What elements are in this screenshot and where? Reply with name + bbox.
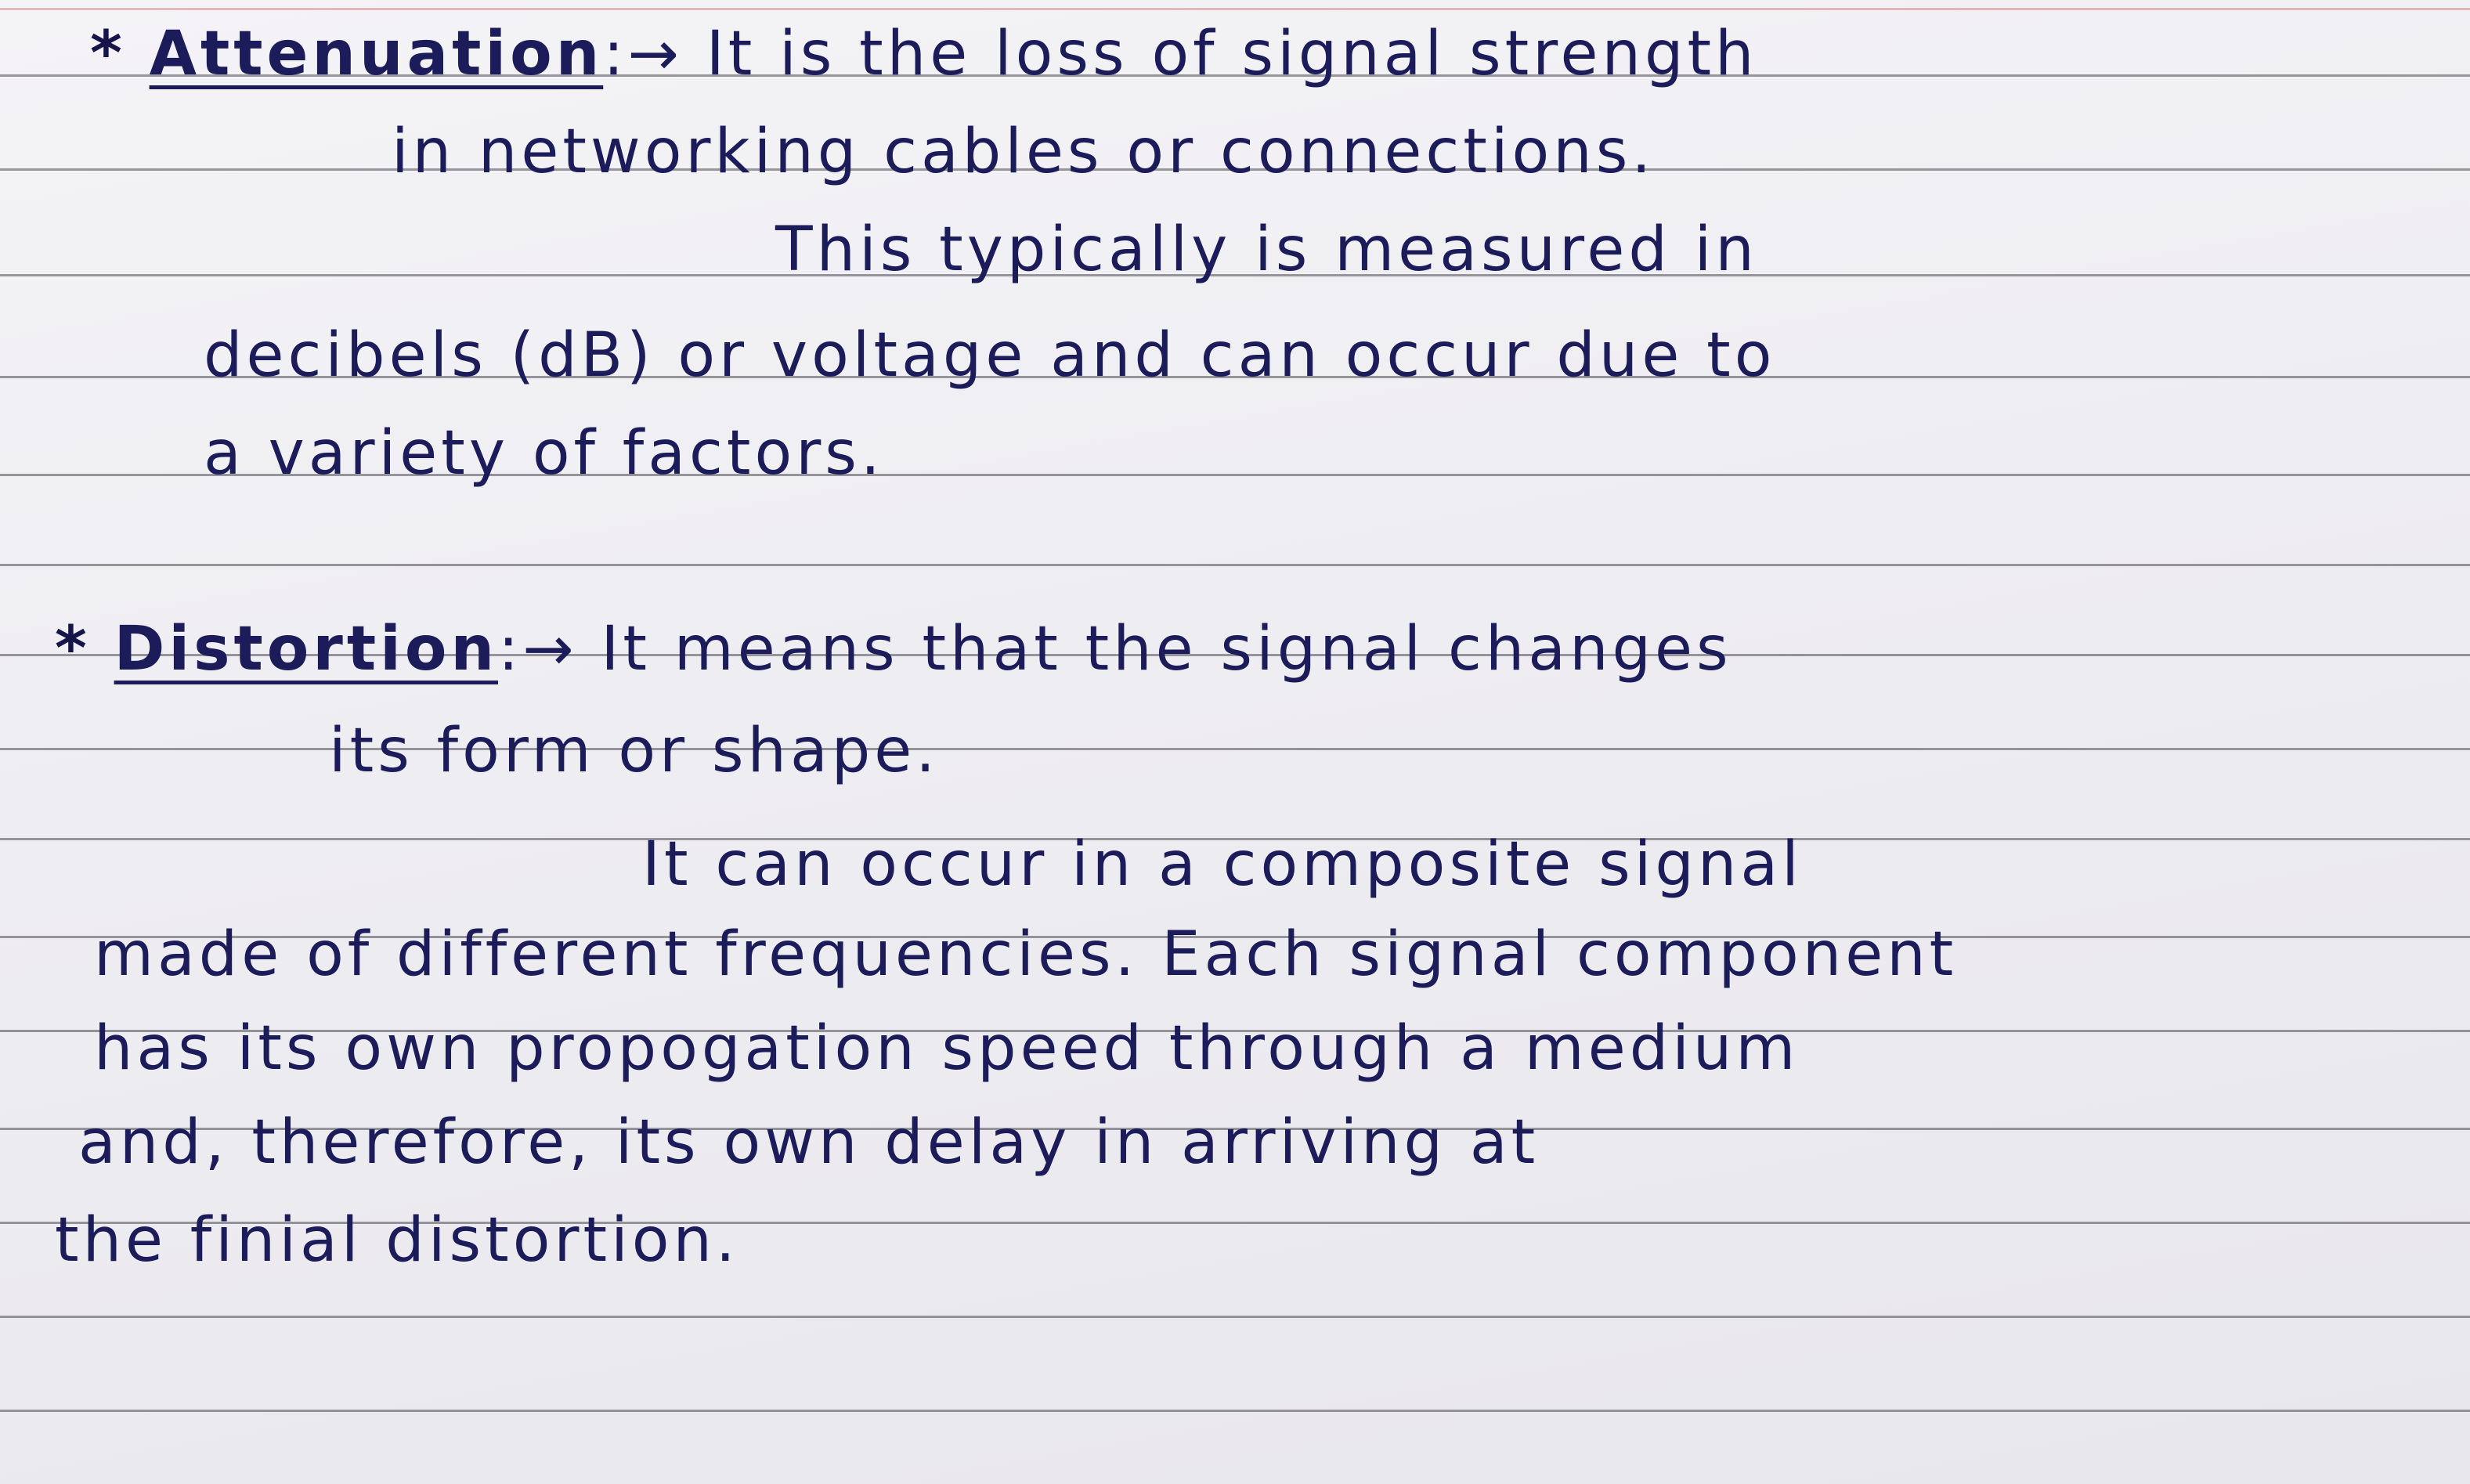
definition-arrow: :→: [497, 614, 578, 684]
distortion-heading: Distortion: [114, 614, 498, 684]
distortion-line: It means that the signal changes: [601, 614, 1732, 684]
margin-rule-top: [0, 8, 2470, 10]
distortion-line: It can occur in a composite signal: [642, 829, 1803, 900]
distortion-line: its form or shape.: [329, 716, 940, 786]
distortion-line: made of different frequencies. Each signal component: [94, 919, 1958, 990]
distortion-line: has its own propogation speed through a medium: [94, 1013, 1800, 1084]
attenuation-line: This typically is measured in: [775, 215, 1758, 285]
distortion-line: and, therefore, its own delay in arriving at: [78, 1107, 1540, 1178]
attenuation-line: It is the loss of signal strength: [706, 19, 1758, 89]
attenuation-line: in networking cables or connections.: [392, 117, 1656, 187]
definition-arrow: :→: [603, 19, 683, 89]
attenuation-line: decibels (dB) or voltage and can occur due to: [204, 320, 1776, 391]
distortion-line: the finial distortion.: [55, 1205, 739, 1276]
attenuation-line: a variety of factors.: [204, 418, 884, 489]
ruled-line: [0, 1316, 2470, 1318]
ruled-line: [0, 564, 2470, 566]
ruled-line: [0, 1410, 2470, 1412]
attenuation-heading: Attenuation: [149, 19, 604, 89]
bullet-star: *: [55, 614, 91, 684]
distortion-heading-row: [55, 614, 1732, 684]
attenuation-heading-row: [90, 19, 1758, 89]
bullet-star: *: [90, 19, 126, 89]
